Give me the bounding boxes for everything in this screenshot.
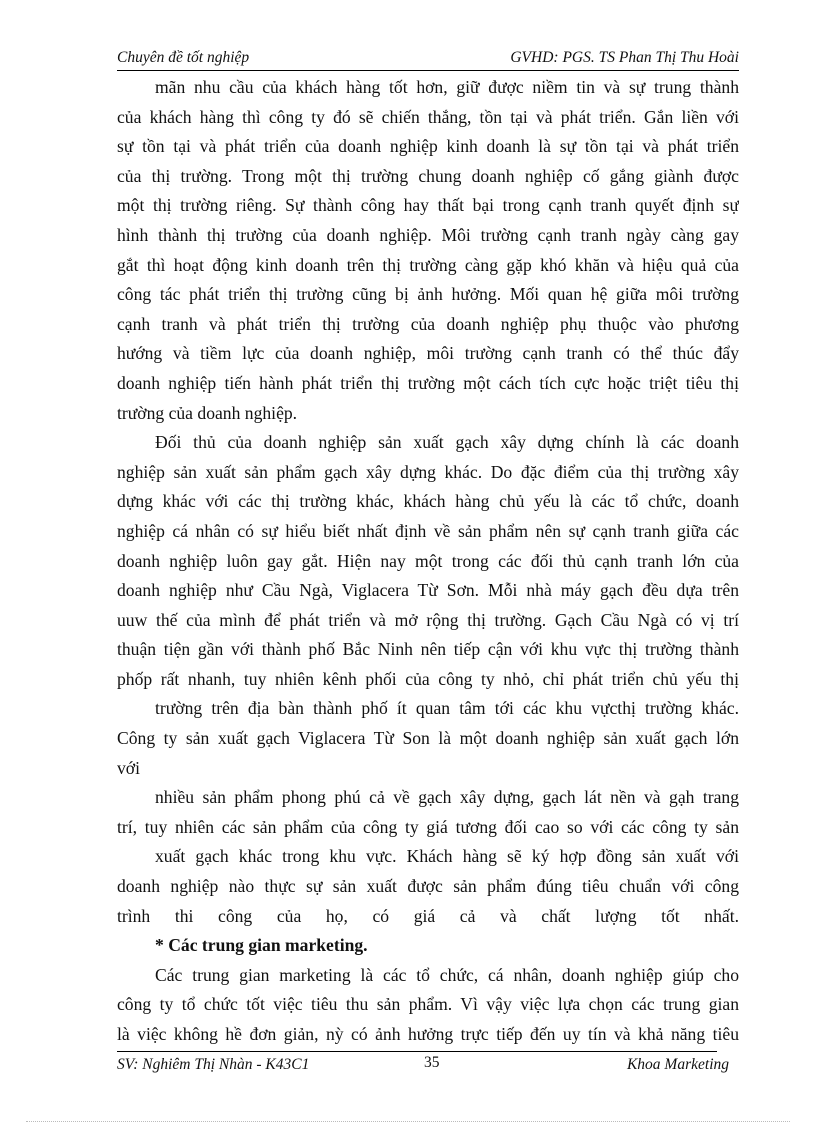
text-line: nghiệp sản xuất sản phẩm gạch xây dựng khác. Do đặc điểm của thị trường xây <box>117 461 739 482</box>
body-text <box>117 73 739 1050</box>
text-line: xuất gạch khác trong khu vực. Khách hàng sẽ ký hợp đồng sản xuất với <box>155 846 739 867</box>
text-line: là việc không hề đơn giản, nỳ có ảnh hưởng trực tiếp đến uy tín và khả năng tiêu <box>117 1024 739 1044</box>
text-line: công tác phát triển thị trường cũng bị ảnh hưởng. Mối quan hệ giữa môi trường <box>117 284 739 305</box>
text-line: doanh nghiệp luôn gay gắt. Hiện nay một trong các đối thủ cạnh tranh lớn của <box>117 550 739 571</box>
text-line: công ty tổ chức tốt việc tiêu thu sản phẩm. Vì vậy việc lựa chọn các trung gian <box>117 994 739 1015</box>
page-header <box>117 48 739 71</box>
text-line: của thị trường. Trong một thị trường chung doanh nghiệp cố gắng giành được <box>117 165 739 186</box>
text-line: hình thành thị trường của doanh nghiệp. Môi trường cạnh tranh ngày càng gay <box>117 224 739 245</box>
text-line: trường trên địa bàn thành phố ít quan tâm tới các khu vựcthị trường khác. <box>155 698 739 719</box>
text-line: trình thi công của họ, có giá cả và chất lượng tốt nhất. <box>117 905 739 926</box>
footer-student: SV: Nghiêm Thị Nhàn - K43C1 <box>117 1056 310 1073</box>
text-line: thuận tiện gần với thành phố Bắc Ninh nên tiếp cận với khu vực thị trường thành <box>117 639 739 660</box>
text-line: cạnh tranh và phát triển thị trường của doanh nghiệp phụ thuộc vào phương <box>117 313 739 334</box>
text-line: hướng và tiềm lực của doanh nghiệp, môi trường cạnh tranh có thể thúc đẩy <box>117 343 739 364</box>
text-line: mãn nhu cầu của khách hàng tốt hơn, giữ được niềm tin và sự trung thành <box>155 77 739 97</box>
text-line: nhiều sản phẩm phong phú cả về gạch xây dựng, gạch lát nền và gạh trang <box>155 787 739 808</box>
text-line: với <box>117 757 140 778</box>
text-line: Công ty sản xuất gạch Viglacera Từ Son là một doanh nghiệp sản xuất gạch lớn <box>117 728 739 749</box>
text-line: trường của doanh nghiệp. <box>117 402 298 423</box>
footer-faculty: Khoa Marketing <box>626 1056 729 1073</box>
text-line: doanh nghiệp nào thực sự sản xuất được sản phẩm đúng tiêu chuẩn với công <box>117 876 739 897</box>
section-heading: * Các trung gian marketing. <box>155 935 368 956</box>
text-line: gắt thì hoạt động kinh doanh trên thị trường càng gặp khó khăn và hiệu quả của <box>117 254 739 275</box>
text-line: Đối thủ của doanh nghiệp sản xuất gạch xây dựng chính là các doanh <box>155 432 739 453</box>
text-line: của khách hàng thì công ty đó sẽ chiến thắng, tồn tại và phát triển. Gắn liền với <box>117 106 739 127</box>
text-line: doanh nghiệp tiến hành phát triển thị trường một cách tích cực hoặc triệt tiêu thị <box>117 372 739 393</box>
footer-divider <box>117 1051 717 1052</box>
page-footer <box>117 1054 729 1076</box>
page-number: 35 <box>424 1054 440 1071</box>
text-line: Các trung gian marketing là các tổ chức, cá nhân, doanh nghiệp giúp cho <box>155 964 739 985</box>
text-line: dựng khác với các thị trường khác, khách hàng chủ yếu là các tổ chức, doanh <box>117 491 739 512</box>
text-line: doanh nghiệp như Cầu Ngà, Viglacera Từ Sơn. Mỗi nhà máy gạch đều dựa trên <box>117 580 739 601</box>
page-bottom-edge <box>26 1121 790 1122</box>
text-line: nghiệp cá nhân có sự hiểu biết nhất định về sản phẩm nên sự cạnh tranh giữa các <box>117 520 739 541</box>
text-line: uuw thế của mình để phát triển và mở rộng thị trường. Gạch Cầu Ngà có vị trí <box>117 609 739 630</box>
text-line: sự tồn tại và phát triển của doanh nghiệp kinh doanh là sự tồn tại và phát triển <box>117 136 739 157</box>
text-line: phốp rất nhanh, tuy nhiên kênh phối của công ty nhỏ, chỉ phát triển chủ yếu thị <box>117 668 739 689</box>
text-line: trí, tuy nhiên các sản phẩm của công ty giá tương đối cao so với các công ty sản <box>117 816 739 837</box>
header-supervisor: GVHD: PGS. TS Phan Thị Thu Hoài <box>510 49 739 66</box>
header-document-type: Chuyên đề tốt nghiệp <box>117 49 250 66</box>
text-line: một thị trường riêng. Sự thành công hay thất bại trong cạnh tranh quyết định sự <box>117 195 739 216</box>
